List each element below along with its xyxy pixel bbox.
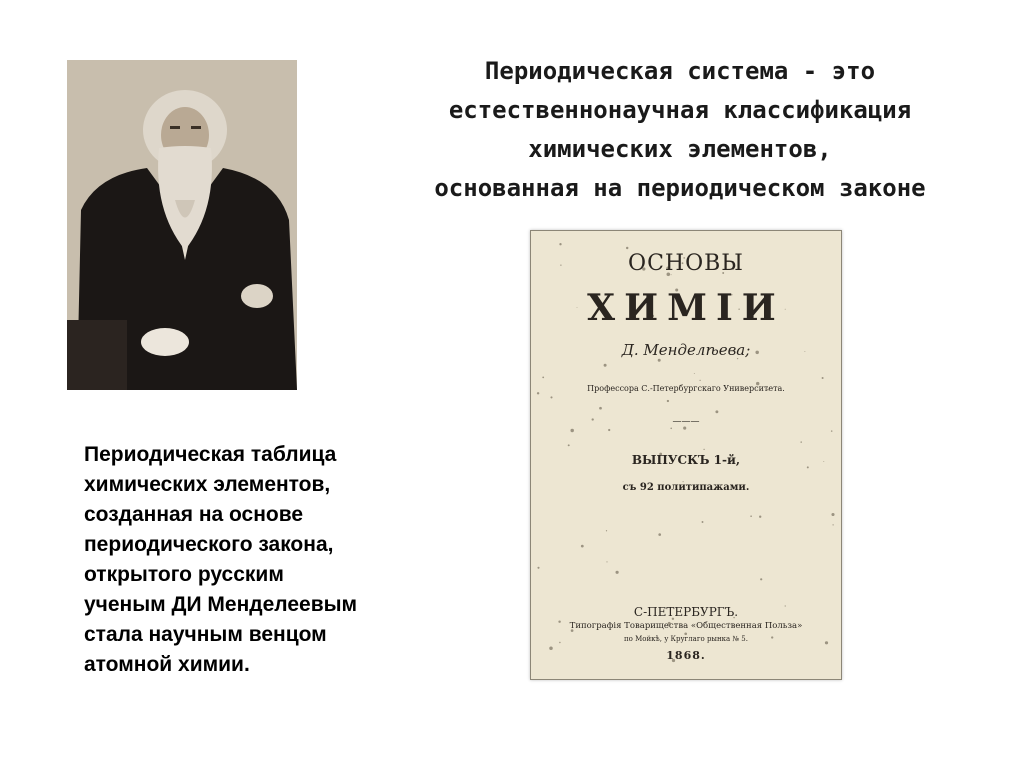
- speckle: [699, 380, 700, 381]
- speckle: [608, 429, 610, 431]
- title-line: химических элементов,: [528, 135, 832, 163]
- mendeleev-portrait: [67, 60, 297, 390]
- book-city: С-ПЕТЕРБУРГЪ.: [633, 605, 739, 619]
- speckle: [559, 243, 561, 245]
- speckle: [822, 377, 824, 379]
- book-year: 1868.: [666, 649, 706, 662]
- speckle: [760, 578, 762, 580]
- speckle: [604, 364, 607, 367]
- speckle: [568, 444, 570, 446]
- speckle: [581, 545, 584, 548]
- book-heading: ОСНОВЫ: [628, 251, 744, 276]
- title-line: основанная на периодическом законе: [434, 174, 926, 202]
- speckle: [832, 524, 833, 525]
- speckle: [658, 533, 661, 536]
- caption-line: ученым ДИ Менделеевым: [84, 593, 358, 616]
- speckle: [616, 571, 619, 574]
- speckle: [702, 521, 704, 523]
- speckle: [683, 427, 686, 430]
- speckle: [606, 530, 607, 531]
- book-illustrations: съ 92 политипажами.: [622, 482, 750, 493]
- book-divider: ———: [672, 417, 700, 427]
- speckle: [626, 247, 628, 249]
- title-line: естественнонаучная классификация: [448, 96, 912, 124]
- portrait-image: [67, 60, 297, 390]
- speckle: [800, 441, 801, 442]
- speckle: [831, 430, 832, 431]
- speckle: [750, 515, 752, 517]
- speckle: [670, 428, 672, 430]
- title-line: Периодическая система - это: [484, 57, 876, 85]
- caption-line: Периодическая таблица: [84, 443, 337, 466]
- speckle: [831, 513, 834, 516]
- speckle: [658, 359, 661, 362]
- slide-title: [340, 52, 1020, 208]
- speckle: [537, 567, 539, 569]
- speckle: [667, 400, 669, 402]
- speckle: [703, 449, 704, 450]
- book-issue: ВЫПУСКЪ 1-й,: [631, 453, 741, 467]
- book-author: Д. Менделѣева;: [621, 341, 751, 359]
- book-printer: Типографiя Товарищества «Общественная Польза»: [569, 621, 803, 631]
- speckle: [715, 410, 718, 413]
- book-title: ХИМIИ: [587, 287, 785, 329]
- speckle: [542, 377, 544, 379]
- caption-text: [84, 440, 444, 680]
- book-professor: Профессора С.-Петербургскаго Университета.: [587, 384, 785, 393]
- speckle: [694, 373, 695, 374]
- caption-line: химических элементов,: [84, 473, 331, 496]
- speckle: [606, 561, 607, 562]
- caption-line: стала научным венцом: [84, 623, 327, 646]
- caption-line: открытого русским: [84, 563, 284, 586]
- speckle: [759, 516, 761, 518]
- speckle: [599, 407, 602, 410]
- book-cover: [530, 230, 842, 680]
- caption-line: созданная на основе: [84, 503, 304, 526]
- caption-line: атомной химии.: [84, 653, 250, 676]
- speckle: [550, 396, 552, 398]
- speckle: [570, 429, 573, 432]
- caption-line: периодического закона,: [84, 533, 334, 556]
- book-address: по Мойкѣ, у Круглаго рынка № 5.: [624, 635, 748, 643]
